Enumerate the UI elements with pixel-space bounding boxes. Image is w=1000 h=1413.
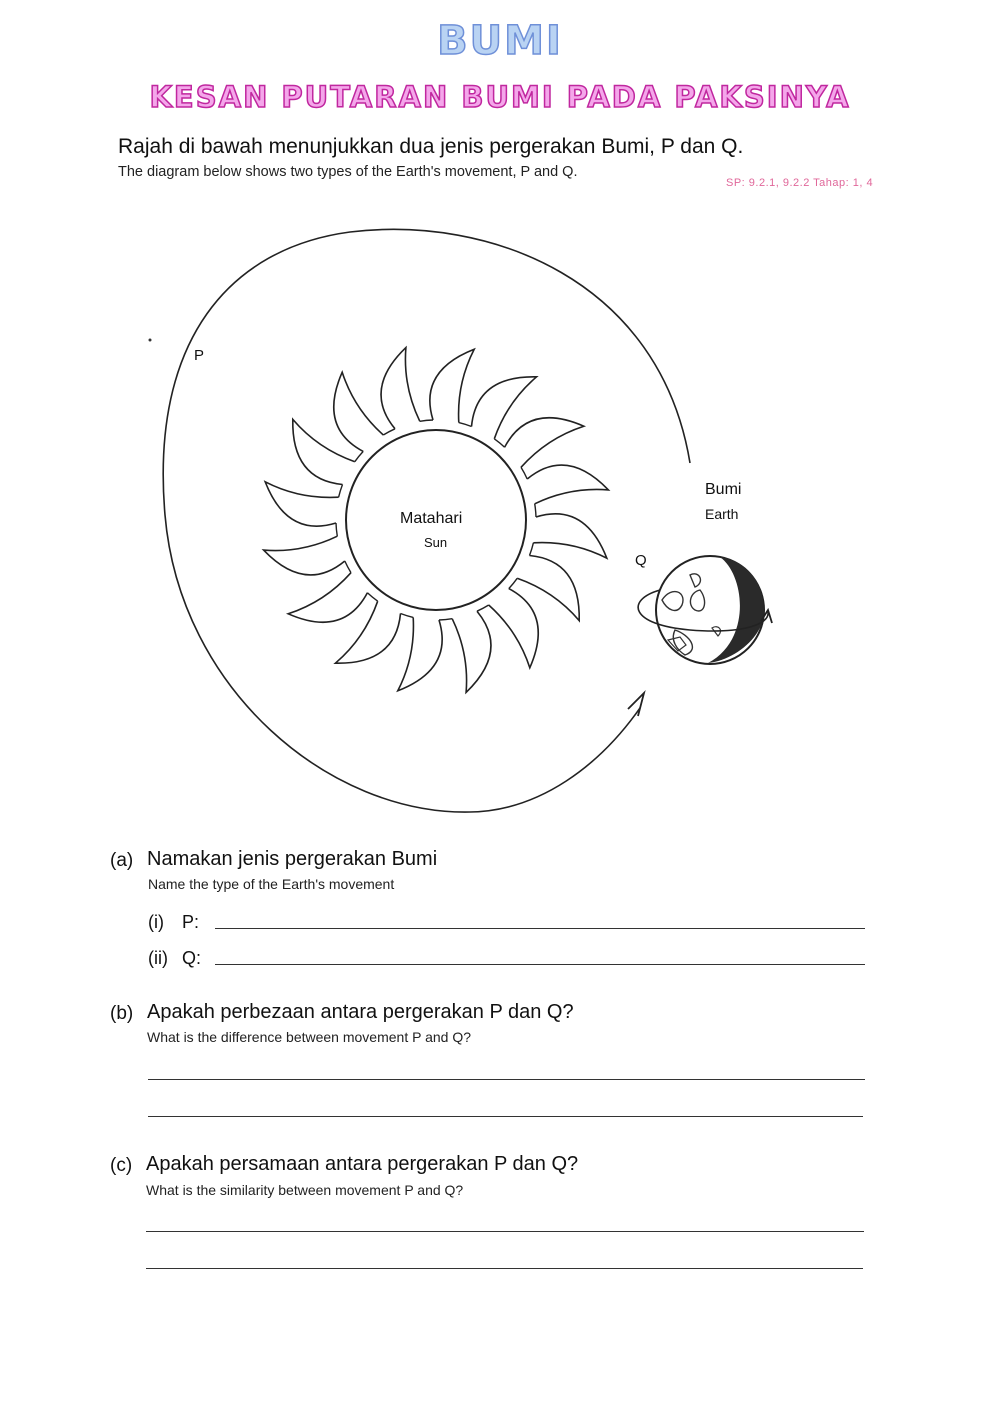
sun-flame-base <box>345 561 351 573</box>
question-a-ii-number: (ii) <box>148 948 168 968</box>
sun-flame <box>489 589 539 668</box>
worksheet-subtitle: KESAN PUTARAN BUMI PADA PAKSINYA <box>149 80 851 114</box>
sun-flame-base <box>530 543 534 556</box>
sun-flame <box>264 536 345 575</box>
sun-flame-base <box>439 619 452 620</box>
sun-flame-base <box>367 593 377 601</box>
sun-flame <box>430 349 474 422</box>
sun-flame <box>452 611 491 692</box>
question-a-i-label: P: <box>182 912 200 932</box>
question-a-letter: (a) <box>110 850 134 871</box>
question-c-letter: (c) <box>110 1155 133 1176</box>
sun-flame-base <box>355 451 363 461</box>
sun-flame-base <box>477 605 489 611</box>
question-b-letter: (b) <box>110 1003 134 1024</box>
sun-flame-base <box>459 423 472 427</box>
sun-label-english: Sun <box>424 535 448 550</box>
sun-flame-base <box>535 504 536 517</box>
sun-flame <box>472 377 537 439</box>
sun-flame <box>288 573 367 623</box>
sun-flame <box>381 348 420 429</box>
question-a-ii-label: Q: <box>182 948 202 968</box>
intro-text-english: The diagram below shows two types of the Earth's movement, P and Q. <box>118 164 578 180</box>
answer-line-c-1[interactable] <box>146 1231 864 1232</box>
earth-label-english: Earth <box>705 506 739 522</box>
sun-flame <box>334 372 384 451</box>
sun-flame <box>335 601 400 663</box>
answer-line-c-2[interactable] <box>146 1268 863 1269</box>
question-c-malay: Apakah persamaan antara pergerakan P dan Q? <box>146 1153 579 1175</box>
sun-flame-base <box>339 485 343 498</box>
earth-icon <box>656 556 764 664</box>
label-p: P <box>194 347 205 364</box>
answer-line-a-i[interactable] <box>215 928 865 929</box>
question-a-i-number: (i) <box>148 912 164 932</box>
label-q: Q <box>635 552 647 569</box>
sun-flame <box>527 465 608 504</box>
sun-flame <box>505 418 584 468</box>
orbit-diagram <box>0 200 1000 840</box>
answer-line-a-ii[interactable] <box>215 964 865 965</box>
sun-flame <box>293 419 355 484</box>
sun-flame-base <box>383 429 395 435</box>
sun-flame <box>533 514 606 558</box>
sun-label-malay: Matahari <box>400 510 463 527</box>
sun-flame-base <box>509 578 517 588</box>
stray-mark <box>149 339 152 342</box>
intro-text-malay: Rajah di bawah menunjukkan dua jenis pergerakan Bumi, P dan Q. <box>118 135 744 158</box>
question-a-english: Name the type of the Earth's movement <box>148 876 395 892</box>
question-b-malay: Apakah perbezaan antara pergerakan P dan Q? <box>147 1001 574 1023</box>
earth-label-malay: Bumi <box>705 481 742 498</box>
question-a-malay: Namakan jenis pergerakan Bumi <box>147 848 438 870</box>
sun-flame <box>265 482 338 526</box>
question-b-english: What is the difference between movement P and Q? <box>147 1029 472 1045</box>
question-c-english: What is the similarity between movement P and Q? <box>146 1182 464 1198</box>
sun-flame-base <box>420 420 433 421</box>
worksheet-title: BUMI <box>437 18 563 64</box>
sun-flame-base <box>521 467 527 479</box>
sun-flame <box>517 556 579 621</box>
answer-line-b-1[interactable] <box>148 1079 865 1080</box>
sun-flame-base <box>336 523 337 536</box>
sun-flame <box>398 617 442 690</box>
syllabus-reference: SP: 9.2.1, 9.2.2 Tahap: 1, 4 <box>726 177 874 189</box>
sun-flame-base <box>401 614 414 618</box>
sun-flame-base <box>494 439 504 447</box>
answer-line-b-2[interactable] <box>148 1116 863 1117</box>
